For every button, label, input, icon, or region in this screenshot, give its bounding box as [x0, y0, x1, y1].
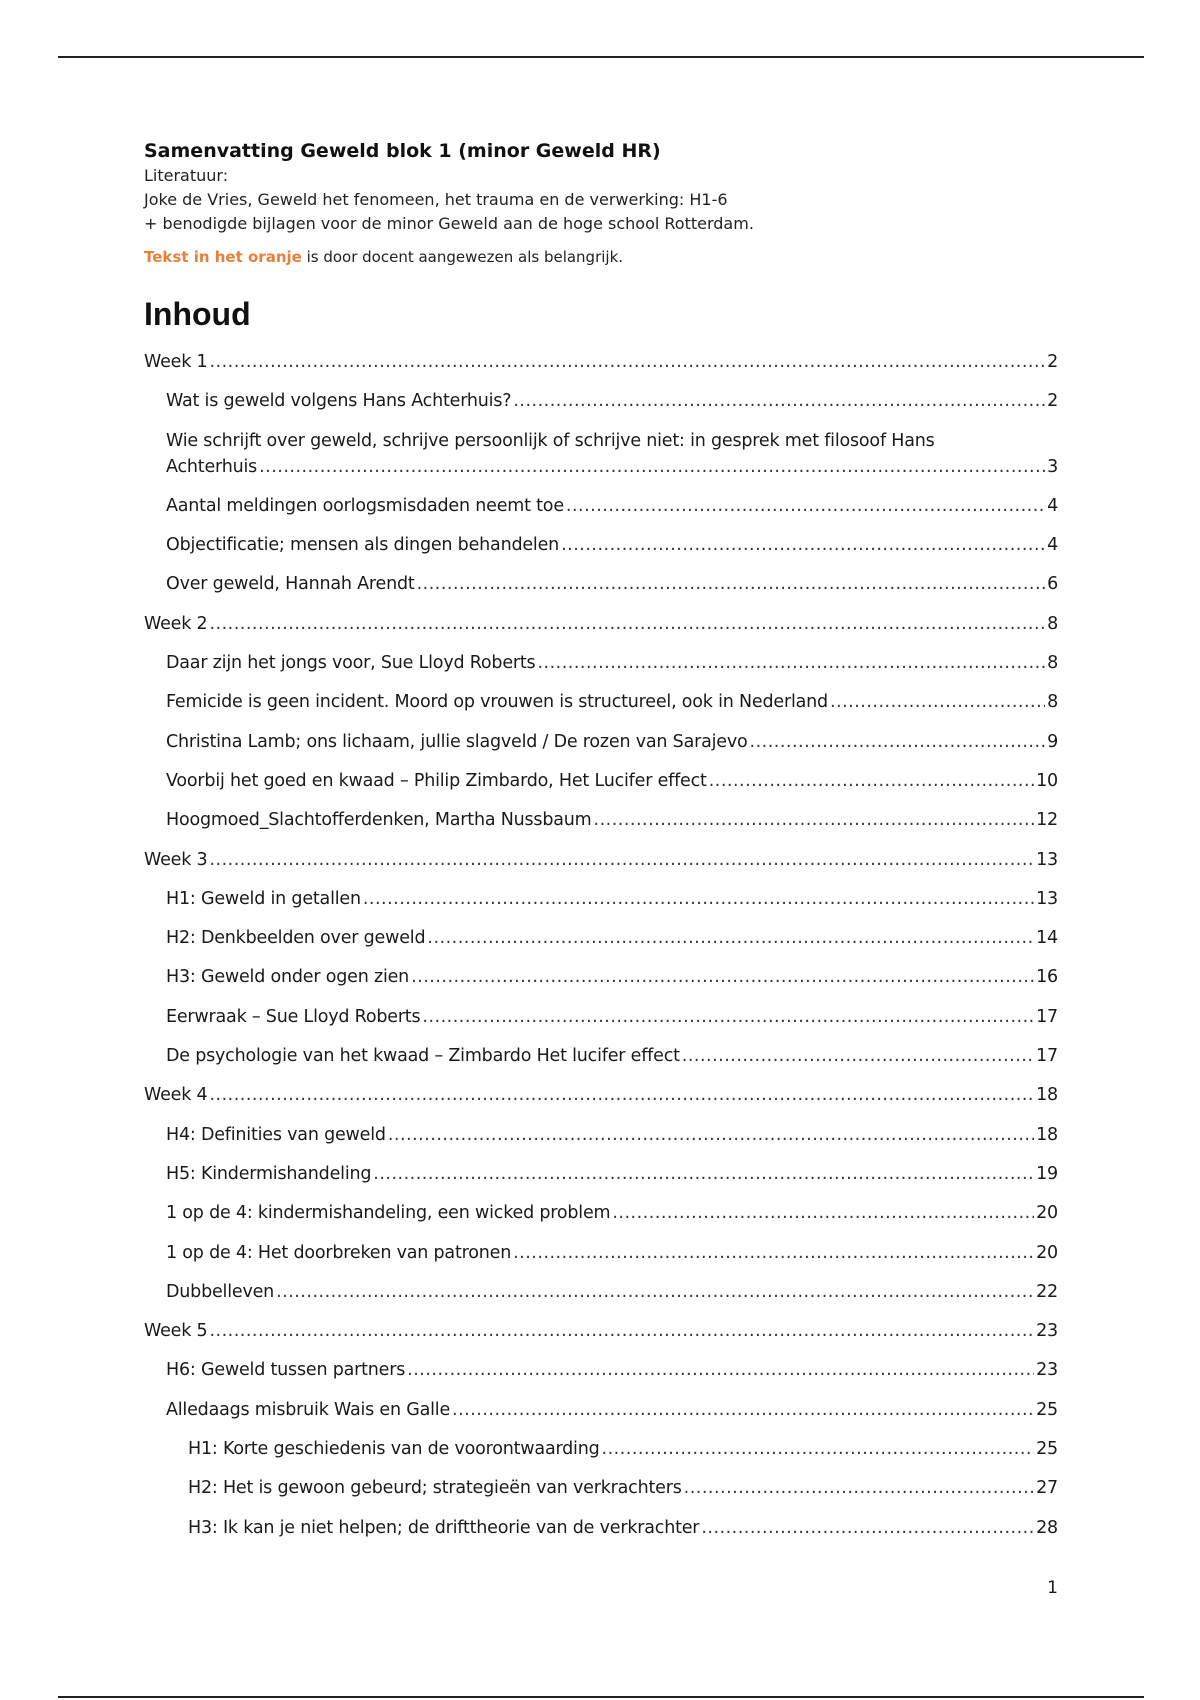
toc-entry-page: 23	[1036, 1321, 1058, 1342]
toc-entry-title: Over geweld, Hannah Arendt	[166, 574, 415, 595]
toc-entry[interactable]	[144, 349, 1058, 375]
toc-entry[interactable]	[144, 886, 1058, 912]
toc-dot-leader	[417, 571, 1046, 597]
toc-entry-row	[166, 650, 1058, 676]
toc-entry-page: 8	[1047, 692, 1058, 713]
toc-entry-title: 1 op de 4: kindermishandeling, een wicked problem	[166, 1203, 611, 1224]
toc-entry[interactable]	[144, 1004, 1058, 1030]
toc-entry-title: Hoogmoed_Slachtofferdenken, Martha Nussbaum	[166, 810, 592, 831]
toc-entry-page: 25	[1036, 1439, 1058, 1460]
toc-entry-page: 8	[1047, 613, 1058, 634]
toc-dot-leader	[427, 925, 1034, 951]
intro-line: Joke de Vries, Geweld het fenomeen, het trauma en de verwerking: H1-6	[144, 190, 728, 209]
toc-entry-page: 25	[1036, 1399, 1058, 1420]
toc-entry-page: 2	[1047, 391, 1058, 412]
toc-entry-row	[166, 925, 1058, 951]
toc-heading: Inhoud	[144, 296, 251, 332]
toc-entry-title: H1: Korte geschiedenis van de voorontwaarding	[188, 1439, 600, 1460]
toc-entry[interactable]	[144, 1436, 1058, 1462]
toc-entry-page: 12	[1036, 810, 1058, 831]
toc-dot-leader	[684, 1475, 1034, 1501]
toc-entry[interactable]	[144, 847, 1058, 873]
toc-entry[interactable]	[144, 1043, 1058, 1069]
toc-entry-page: 2	[1047, 352, 1058, 372]
toc-dot-leader	[513, 1240, 1034, 1266]
table-of-contents	[144, 349, 1058, 1541]
toc-entry-row	[144, 847, 1058, 873]
toc-entry[interactable]	[144, 768, 1058, 794]
toc-dot-leader	[209, 611, 1045, 637]
toc-entry-row	[166, 493, 1058, 519]
highlight-note	[144, 248, 1058, 266]
toc-entry[interactable]	[144, 1200, 1058, 1226]
toc-entry-title: Femicide is geen incident. Moord op vrouwen is structureel, ook in Nederland	[166, 692, 828, 713]
toc-entry-title: H3: Ik kan je niet helpen; de drifttheorie van de verkrachter	[188, 1517, 700, 1538]
toc-entry-title: De psychologie van het kwaad – Zimbardo Het lucifer effect	[166, 1046, 680, 1067]
toc-entry-title: Wat is geweld volgens Hans Achterhuis?	[166, 391, 512, 412]
toc-entry-title: H4: Definities van geweld	[166, 1124, 386, 1145]
toc-dot-leader	[452, 1397, 1034, 1423]
toc-entry[interactable]	[144, 1279, 1058, 1305]
toc-entry[interactable]	[144, 729, 1058, 755]
toc-entry-title: Daar zijn het jongs voor, Sue Lloyd Roberts	[166, 653, 536, 674]
toc-entry-title: Voorbij het goed en kwaad – Philip Zimbardo, Het Lucifer effect	[166, 770, 707, 791]
toc-dot-leader	[209, 1082, 1034, 1108]
toc-entry[interactable]	[144, 1240, 1058, 1266]
toc-entry-row	[166, 1240, 1058, 1266]
toc-entry-page: 4	[1047, 535, 1058, 556]
toc-entry[interactable]	[144, 650, 1058, 676]
toc-entry[interactable]	[144, 925, 1058, 951]
toc-entry-row	[144, 1082, 1058, 1108]
toc-dot-leader	[407, 1357, 1034, 1383]
toc-dot-leader	[830, 689, 1045, 715]
document-page	[144, 140, 1058, 1554]
page-number: 1	[1047, 1578, 1058, 1598]
highlight-note-colored: Tekst in het oranje	[144, 248, 302, 266]
toc-dot-leader	[701, 1515, 1034, 1541]
toc-entry-title: Aantal meldingen oorlogsmisdaden neemt toe	[166, 495, 564, 516]
toc-entry[interactable]	[144, 571, 1058, 597]
toc-entry[interactable]	[144, 493, 1058, 519]
toc-entry-page: 20	[1036, 1242, 1058, 1263]
toc-dot-leader	[209, 847, 1034, 873]
toc-dot-leader	[388, 1122, 1034, 1148]
toc-entry-row	[166, 729, 1058, 755]
toc-entry-row	[166, 1161, 1058, 1187]
toc-entry[interactable]	[144, 1475, 1058, 1501]
toc-entry-title: Christina Lamb; ons lichaam, jullie slagveld / De rozen van Sarajevo	[166, 731, 748, 752]
toc-dot-leader	[709, 768, 1034, 794]
toc-entry-title: Objectificatie; mensen als dingen behandelen	[166, 535, 560, 556]
toc-entry-title: H5: Kindermishandeling	[166, 1163, 372, 1184]
toc-entry-row	[166, 768, 1058, 794]
toc-dot-leader	[276, 1279, 1034, 1305]
intro-line: + benodigde bijlagen voor de minor Geweld aan de hoge school Rotterdam.	[144, 214, 754, 233]
intro-block	[144, 164, 1058, 236]
toc-entry-title: Week 1	[144, 352, 208, 372]
toc-entry-page: 20	[1036, 1203, 1058, 1224]
toc-entry-row	[166, 1397, 1058, 1423]
toc-entry-row	[166, 964, 1058, 990]
toc-entry[interactable]	[144, 1161, 1058, 1187]
toc-entry-title: Dubbelleven	[166, 1281, 275, 1302]
toc-dot-leader	[373, 1161, 1034, 1187]
toc-dot-leader	[411, 964, 1034, 990]
toc-entry-row	[166, 886, 1058, 912]
toc-entry-row	[144, 611, 1058, 637]
toc-entry-title: H3: Geweld onder ogen zien	[166, 967, 410, 988]
toc-dot-leader	[209, 349, 1045, 375]
toc-entry-page: 18	[1036, 1124, 1058, 1145]
toc-entry-row	[166, 454, 1058, 480]
toc-entry-page: 17	[1036, 1046, 1058, 1067]
toc-entry[interactable]	[144, 388, 1058, 414]
toc-entry-row	[166, 1200, 1058, 1226]
toc-entry-page: 4	[1047, 495, 1058, 516]
toc-dot-leader	[561, 532, 1045, 558]
toc-entry-row	[188, 1515, 1058, 1541]
toc-dot-leader	[750, 729, 1046, 755]
toc-entry-row	[166, 1122, 1058, 1148]
toc-entry-page: 13	[1036, 849, 1058, 870]
toc-entry-page: 3	[1047, 456, 1058, 477]
toc-entry-page: 6	[1047, 574, 1058, 595]
toc-dot-leader	[422, 1004, 1034, 1030]
toc-entry-title: Week 2	[144, 613, 208, 634]
toc-entry-title: Eerwraak – Sue Lloyd Roberts	[166, 1006, 421, 1027]
toc-entry-title: Week 3	[144, 849, 208, 870]
toc-entry-page: 9	[1047, 731, 1058, 752]
toc-entry-page: 18	[1036, 1085, 1058, 1106]
toc-entry-page: 28	[1036, 1517, 1058, 1538]
toc-entry-row	[166, 532, 1058, 558]
toc-entry-row	[166, 1043, 1058, 1069]
toc-entry[interactable]	[144, 964, 1058, 990]
toc-dot-leader	[682, 1043, 1034, 1069]
highlight-note-text: is door docent aangewezen als belangrijk.	[301, 248, 624, 266]
toc-entry[interactable]	[144, 1515, 1058, 1541]
toc-dot-leader	[594, 807, 1035, 833]
toc-entry-page: 8	[1047, 653, 1058, 674]
toc-dot-leader	[602, 1436, 1035, 1462]
toc-entry[interactable]	[144, 807, 1058, 833]
toc-entry-page: 23	[1036, 1360, 1058, 1381]
toc-entry-page: 27	[1036, 1478, 1058, 1499]
toc-entry-row	[144, 349, 1058, 375]
toc-entry-row	[144, 1318, 1058, 1344]
footer-rule	[58, 1696, 1144, 1698]
toc-dot-leader	[363, 886, 1034, 912]
toc-entry-title: 1 op de 4: Het doorbreken van patronen	[166, 1242, 512, 1263]
toc-entry-page: 14	[1036, 928, 1058, 949]
toc-entry[interactable]	[144, 1318, 1058, 1344]
toc-entry-row	[166, 1004, 1058, 1030]
toc-dot-leader	[259, 454, 1045, 480]
toc-entry-title: Achterhuis	[166, 456, 258, 477]
toc-entry-page: 19	[1036, 1163, 1058, 1184]
toc-entry[interactable]	[144, 1397, 1058, 1423]
toc-entry-title: Week 5	[144, 1321, 208, 1342]
toc-entry-page: 17	[1036, 1006, 1058, 1027]
toc-entry[interactable]	[144, 1122, 1058, 1148]
toc-entry-row	[166, 1279, 1058, 1305]
toc-entry-title: H2: Denkbeelden over geweld	[166, 928, 426, 949]
toc-dot-leader	[566, 493, 1045, 519]
toc-entry-row	[188, 1475, 1058, 1501]
toc-entry-page: 13	[1036, 888, 1058, 909]
document-title: Samenvatting Geweld blok 1 (minor Geweld HR)	[144, 140, 661, 162]
toc-entry-title: H2: Het is gewoon gebeurd; strategieën van verkrachters	[188, 1478, 682, 1499]
toc-entry-row	[166, 807, 1058, 833]
toc-dot-leader	[612, 1200, 1034, 1226]
toc-entry[interactable]	[144, 428, 1058, 480]
toc-entry-page: 22	[1036, 1281, 1058, 1302]
toc-dot-leader	[513, 388, 1045, 414]
intro-line: Literatuur:	[144, 166, 229, 185]
toc-entry-row	[166, 388, 1058, 414]
toc-entry[interactable]	[144, 1082, 1058, 1108]
toc-dot-leader	[537, 650, 1045, 676]
toc-entry[interactable]	[144, 611, 1058, 637]
toc-entry-row	[166, 689, 1058, 715]
toc-entry[interactable]	[144, 1357, 1058, 1383]
toc-entry-title: H1: Geweld in getallen	[166, 888, 361, 909]
toc-entry[interactable]	[144, 689, 1058, 715]
toc-entry-row	[166, 571, 1058, 597]
toc-dot-leader	[209, 1318, 1034, 1344]
toc-entry-title-line: Wie schrijft over geweld, schrijve persoonlijk of schrijve niet: in gesprek met filosoof Hans	[166, 430, 935, 451]
toc-entry-title: H6: Geweld tussen partners	[166, 1360, 406, 1381]
toc-entry[interactable]	[144, 532, 1058, 558]
toc-entry-title: Alledaags misbruik Wais en Galle	[166, 1399, 451, 1420]
toc-entry-page: 16	[1036, 967, 1058, 988]
toc-entry-row	[188, 1436, 1058, 1462]
toc-entry-row	[166, 1357, 1058, 1383]
toc-entry-page: 10	[1036, 770, 1058, 791]
header-rule	[58, 56, 1144, 58]
toc-entry-title: Week 4	[144, 1085, 208, 1106]
